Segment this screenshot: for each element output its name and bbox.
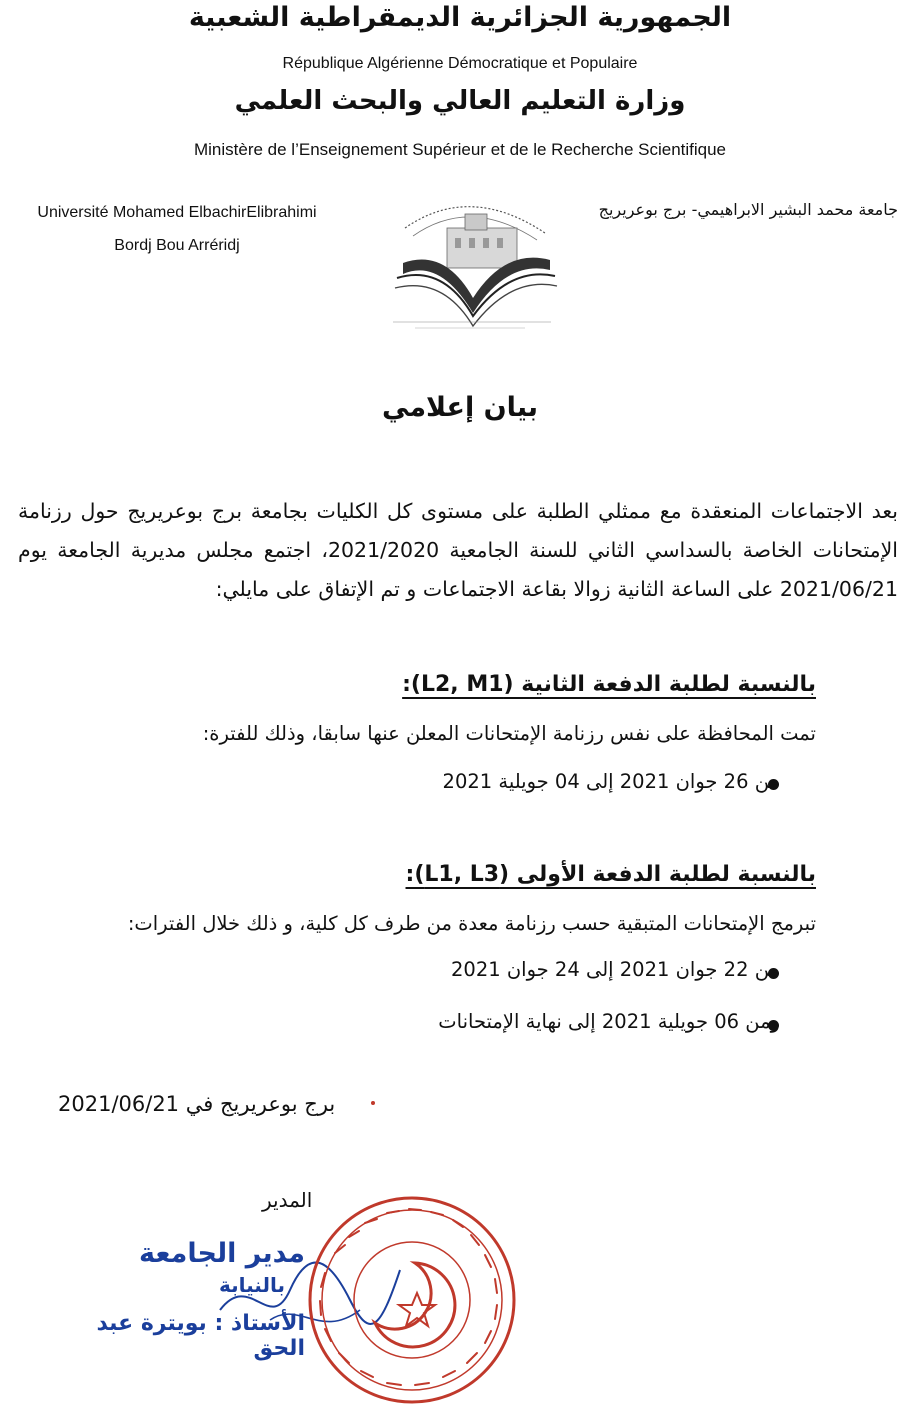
university-name-ar: جامعة محمد البشير الابراهيمي- برج بوعريريج <box>598 200 898 219</box>
section2-heading: بالنسبة لطلبة الدفعة الأولى (L1, L3): <box>405 862 816 887</box>
section1-bullet-1: من 26 جوان 2021 إلى 04 جويلية 2021 <box>442 770 780 793</box>
ink-dot <box>371 1101 375 1105</box>
university-name-fr <box>22 196 332 262</box>
section2-text: تبرمج الإمتحانات المتبقية حسب رزنامة معدة من طرف كل كلية، و ذلك خلال الفترات: <box>127 912 816 935</box>
section1-text: تمت المحافظة على نفس رزنامة الإمتحانات المعلن عنها سابقا، وذلك للفترة: <box>202 722 816 745</box>
section1-heading: بالنسبة لطلبة الدفعة الثانية (L2, M1): <box>402 672 816 697</box>
section2-bullet-1: من 22 جوان 2021 إلى 24 جوان 2021 <box>451 958 780 981</box>
document-title: بيان إعلامي <box>382 392 538 423</box>
ministry-name-ar: وزارة التعليم العالي والبحث العلمي <box>234 86 686 116</box>
section2-bullet-2: ومن 06 جويلية 2021 إلى نهاية الإمتحانات <box>438 1010 780 1033</box>
signature-stamp-line1: مدير الجامعة <box>139 1238 305 1269</box>
university-name-fr-line1: Université Mohamed ElbachirElibrahimi <box>37 204 317 221</box>
country-name-ar: الجمهورية الجزائرية الديمقراطية الشعبية <box>188 2 732 33</box>
official-seal <box>305 1193 520 1408</box>
place-date: برج بوعريريج في 2021/06/21 <box>58 1092 336 1116</box>
signature-stamp-line3: الأستاذ : بويترة عبد الحق <box>96 1311 305 1361</box>
country-name-fr: République Algérienne Démocratique et Populaire <box>282 55 638 72</box>
signatory-title: المدير <box>262 1188 313 1212</box>
university-logo <box>385 188 560 336</box>
university-name-fr-line2: Bordj Bou Arréridj <box>114 237 240 254</box>
signature-stamp-line2: بالنيابة <box>218 1273 285 1297</box>
intro-paragraph: بعد الاجتماعات المنعقدة مع ممثلي الطلبة على مستوى كل الكليات بجامعة برج بوعريريج حول رزنامة الإمتحانات الخاصة بالسداسي الثاني للسنة الجامعية 2021/2020، اجتمع مجلس مديرية الجامعة يوم 2021/06/21 على الساعة الثانية زوالا بقاعة الاجتماعات و تم الإتفاق على مايلي: <box>18 499 898 601</box>
ministry-name-fr: Ministère de l’Enseignement Supérieur et de le Recherche Scientifique <box>193 140 727 159</box>
